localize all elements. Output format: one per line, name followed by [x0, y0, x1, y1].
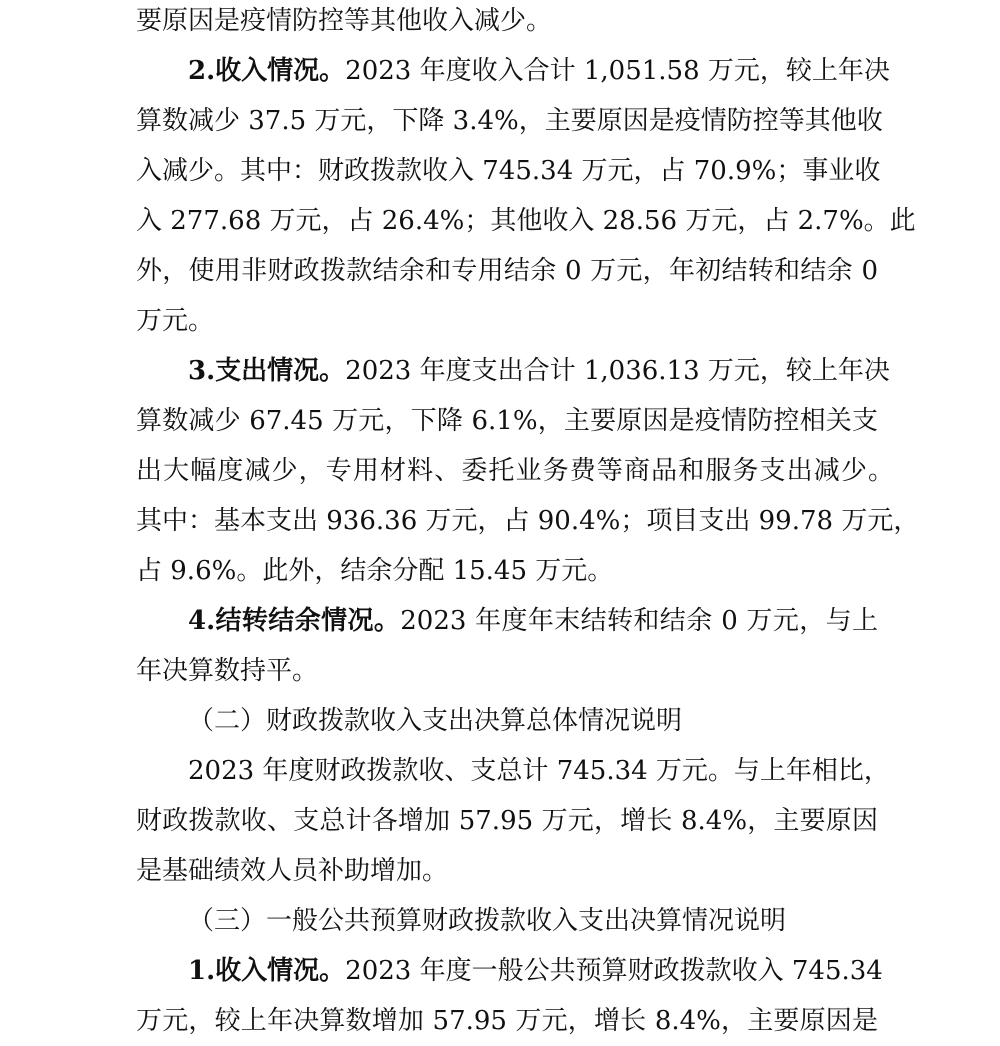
text-line: 2.收入情况。2023 年度收入合计 1,051.58 万元，较上年决 [188, 56, 890, 86]
paragraph-lead: 2.收入情况。 [188, 56, 346, 86]
text-line: 1.收入情况。2023 年度一般公共预算财政拨款收入 745.34 [188, 956, 883, 986]
text-line: 算数减少 67.45 万元，下降 6.1%，主要原因是疫情防控相关支 [136, 406, 878, 436]
text-line: 万元，较上年决算数增加 57.95 万元，增长 8.4%，主要原因是 [136, 1006, 878, 1036]
text-line: 是基础绩效人员补助增加。 [136, 856, 449, 886]
text-line: 其中：基本支出 936.36 万元，占 90.4%；项目支出 99.78 万元， [136, 506, 920, 536]
text-line: 占 9.6%。此外，结余分配 15.45 万元。 [136, 556, 614, 586]
text-line: 入 277.68 万元，占 26.4%；其他收入 28.56 万元，占 2.7%。此 [136, 206, 916, 236]
paragraph-lead: 4.结转结余情况。 [188, 606, 401, 636]
paragraph-lead: 1.收入情况。 [188, 956, 346, 986]
text-line: 2023 年度财政拨款收、支总计 745.34 万元。与上年相比， [188, 756, 890, 786]
text-line: 出大幅度减少，专用材料、委托业务费等商品和服务支出减少。 [136, 456, 894, 486]
text-line: 算数减少 37.5 万元，下降 3.4%，主要原因是疫情防控等其他收 [136, 106, 883, 136]
text-line: 外，使用非财政拨款结余和专用结余 0 万元，年初结转和结余 0 [136, 256, 878, 286]
text-line: 万元。 [136, 306, 215, 336]
text-line: 要原因是疫情防控等其他收入减少。 [136, 6, 553, 36]
text-line: 入减少。其中：财政拨款收入 745.34 万元，占 70.9%；事业收 [136, 156, 881, 186]
text-line: 4.结转结余情况。2023 年度年末结转和结余 0 万元，与上 [188, 606, 878, 636]
paragraph-lead: 3.支出情况。 [188, 356, 346, 386]
text-line: 年决算数持平。 [136, 656, 319, 686]
text-line: 3.支出情况。2023 年度支出合计 1,036.13 万元，较上年决 [188, 356, 890, 386]
section-heading: （二）财政拨款收入支出决算总体情况说明 [188, 706, 683, 736]
text-line: 财政拨款收、支总计各增加 57.95 万元，增长 8.4%，主要原因 [136, 806, 878, 836]
section-heading: （三）一般公共预算财政拨款收入支出决算情况说明 [188, 906, 787, 936]
